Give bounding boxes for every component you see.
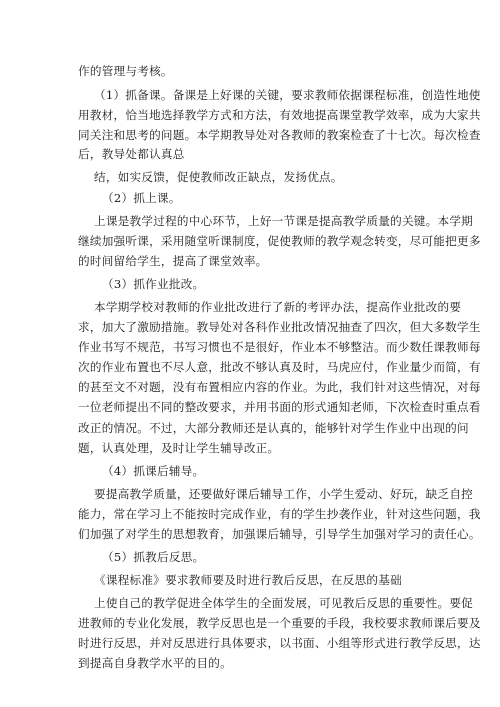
heading-after-class-tutoring: （4）抓课后辅导。 — [102, 464, 205, 478]
paragraph-7-line-1: 本学期学校对教师的作业批改进行了新的考评办法，提高作业批改的要 — [94, 300, 462, 314]
paragraph-2-line-4: 后，教导处都认真总 — [78, 147, 185, 161]
paragraph-9-line-1: 要提高教学质量，还要做好课后辅导工作，小学生爱动、好玩，缺乏自控 — [94, 487, 474, 501]
paragraph-5-line-3: 的时间留给学生，提高了课堂效率。 — [78, 254, 268, 268]
heading-post-teaching-reflection: （5）抓教后反思。 — [102, 550, 205, 564]
paragraph-7-line-5: 的甚至文不对题，没有布置相应内容的作业。为此，我们针对这些情况，对每 — [78, 380, 481, 394]
paragraph-12-line-2: 进教师的专业化发展，教学反思也是一个重要的手段，我校要求教师课后要及 — [78, 616, 481, 630]
paragraph-9-line-2: 能力，常在学习上不能按时完成作业，有的学生抄袭作业，针对这些问题，我 — [78, 507, 481, 521]
paragraph-7-line-7: 改正的情况。不过，大部分教师还是认真的，能够针对学生作业中出现的问 — [78, 421, 469, 435]
paragraph-11-line-1: 《课程标准》要求教师要及时进行教后反思，在反思的基础 — [94, 573, 402, 587]
heading-grasp-class: （2）抓上课。 — [102, 191, 181, 205]
paragraph-7-line-6: 一位老师提出不同的整改要求，并用书面的形式通知老师，下次检查时重点看 — [78, 400, 481, 414]
paragraph-7-line-2: 求，加大了激励措施。教导处对各科作业批改情况抽查了四次，但大多数学生 — [78, 320, 481, 334]
paragraph-7-line-3: 作业书写不规范，书写习惯也不是很好，作业本不够整洁。而少数任课教师每 — [78, 340, 481, 354]
paragraph-2-line-3: 同关注和思考的问题。本学期教导处对各教师的教案检查了十七次。每次检查 — [78, 128, 481, 142]
paragraph-5-line-1: 上课是教学过程的中心环节，上好一节课是提高教学质量的关键。本学期 — [94, 214, 474, 228]
heading-homework-grading: （3）抓作业批改。 — [102, 277, 205, 291]
paragraph-9-line-3: 们加强了对学生的思想教育，加强课后辅导，引导学生加强对学习的责任心。 — [78, 527, 481, 541]
paragraph-2-line-1: （1）抓备课。备课是上好课的关键，要求教师依据课程标准，创造性地使 — [94, 88, 481, 102]
paragraph-5-line-2: 继续加强听课，采用随堂听课制度，促使教师的教学观念转变，尽可能把更多 — [78, 234, 481, 248]
paragraph-12-line-4: 到提高自身教学水平的目的。 — [78, 656, 232, 670]
paragraph-2-line-2: 用教材，恰当地选择教学方式和方法，有效地提高课堂教学效率，成为大家共 — [78, 108, 481, 122]
paragraph-3-line-1: 结，如实反馈，促使教师改正缺点，发扬优点。 — [94, 170, 343, 184]
paragraph-7-line-4: 次的作业布置也不尽人意，批改不够认真及时，马虎应付，作业量少而简，有 — [78, 360, 481, 374]
paragraph-7-line-8: 题，认真处理，及时让学生辅导改正。 — [78, 441, 280, 455]
paragraph-12-line-3: 时进行反思，并对反思进行具体要求，以书面、小组等形式进行教学反思，达 — [78, 636, 481, 650]
paragraph-12-line-1: 上使自己的教学促进全体学生的全面发展，可见教后反思的重要性。要促 — [94, 596, 474, 610]
paragraph-1-line-1: 作的管理与考核。 — [78, 64, 173, 78]
